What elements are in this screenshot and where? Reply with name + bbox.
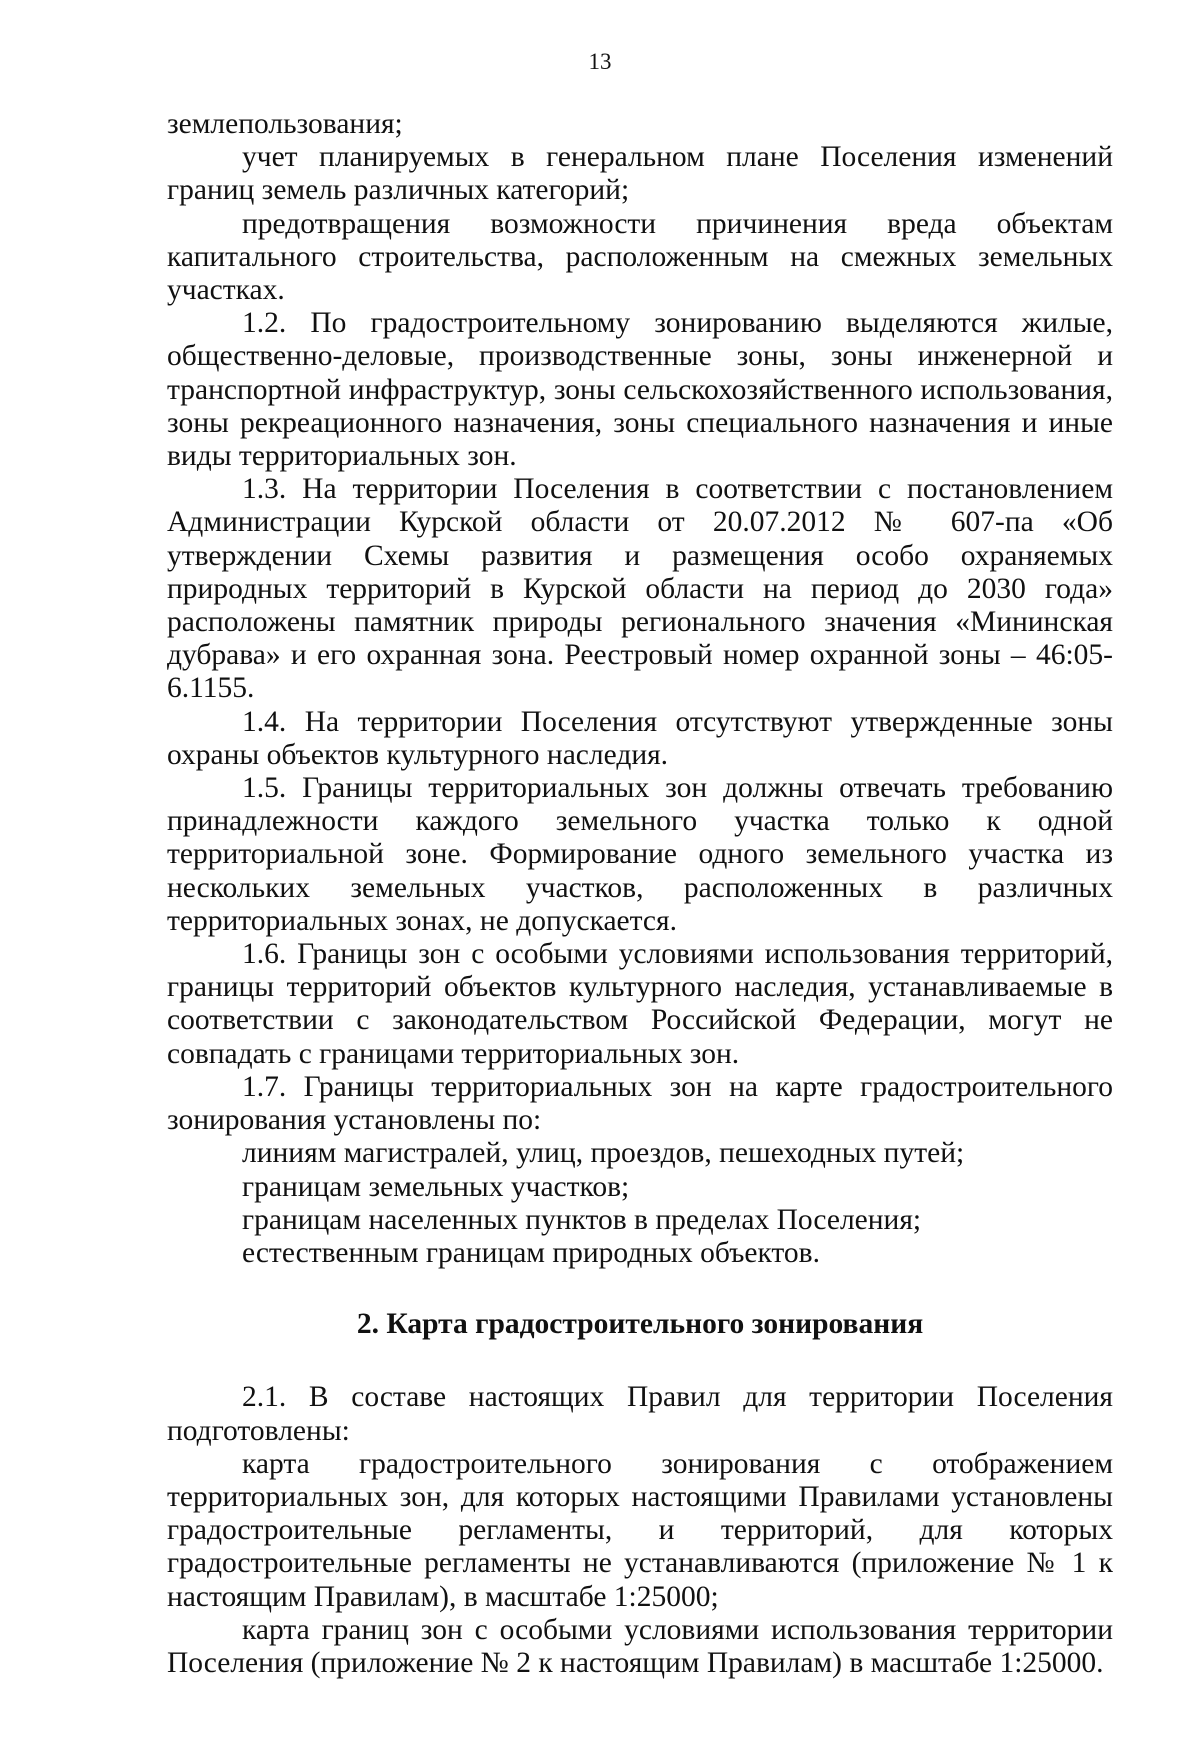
- paragraph: учет планируемых в генеральном плане Поселения изменений границ земель различных категорий;: [167, 141, 1113, 207]
- paragraph-2-1: 2.1. В составе настоящих Правил для территории Поселения подготовлены:: [167, 1381, 1113, 1447]
- paragraph-1-2: 1.2. По градостроительному зонированию выделяются жилые, общественно-деловые, производственные зоны, зоны инженерной и транспортной инфраструктур, зоны сельскохозяйственного использования, зоны рекреационного назначения, зоны специального назначения и иные виды территориальных зон.: [167, 307, 1113, 473]
- paragraph-1-6: 1.6. Границы зон с особыми условиями использования территорий, границы территорий объектов культурного наследия, устанавливаемые в соответствии с законодательством Российской Федерации, могут не совпадать с границами территориальных зон.: [167, 938, 1113, 1070]
- paragraph-1-4: 1.4. На территории Поселения отсутствуют утвержденные зоны охраны объектов культурного наследия.: [167, 705, 1113, 771]
- paragraph-1-3: 1.3. На территории Поселения в соответствии с постановлением Администрации Курской области от 20.07.2012 № 607-па «Об утверждении Схемы развития и размещения особо охраняемых природных территорий в Курской области на период до 2030 года» расположены памятник природы регионального значения «Мининская дубрава» и его охранная зона. Реестровый номер охранной зоны – 46:05-6.1155.: [167, 473, 1113, 705]
- document-body: [167, 108, 1113, 1680]
- paragraph: землепользования;: [167, 108, 403, 140]
- list-item: линиям магистралей, улиц, проездов, пешеходных путей;: [242, 1137, 965, 1170]
- list-item: естественным границам природных объектов.: [242, 1236, 820, 1269]
- paragraph-1-5: 1.5. Границы территориальных зон должны отвечать требованию принадлежности каждого земельного участка только к одной территориальной зоне. Формирование одного земельного участка из нескольких земельных участков, расположенных в различных территориальных зонах, не допускается.: [167, 772, 1113, 937]
- list-item: границам населенных пунктов в пределах Поселения;: [242, 1203, 922, 1236]
- list-item: карта градостроительного зонирования с отображением территориальных зон, для которых настоящими Правилами установлены градостроительные регламенты, и территорий, для которых градостроительные регламенты не устанавливаются (приложение № 1 к настоящим Правилам), в масштабе 1:25000;: [167, 1447, 1113, 1613]
- paragraph-1-7: 1.7. Границы территориальных зон на карте градостроительного зонирования установлены по:: [167, 1070, 1113, 1137]
- section-heading: 2. Карта градостроительного зонирования: [356, 1308, 924, 1341]
- list-item: карта границ зон с особыми условиями использования территории Поселения (приложение № 2 к настоящим Правилам) в масштабе 1:25000.: [167, 1613, 1113, 1679]
- paragraph: предотвращения возможности причинения вреда объектам капитального строительства, расположенным на смежных земельных участках.: [167, 207, 1113, 307]
- list-item: границам земельных участков;: [242, 1170, 630, 1203]
- page-number: 13: [588, 49, 612, 74]
